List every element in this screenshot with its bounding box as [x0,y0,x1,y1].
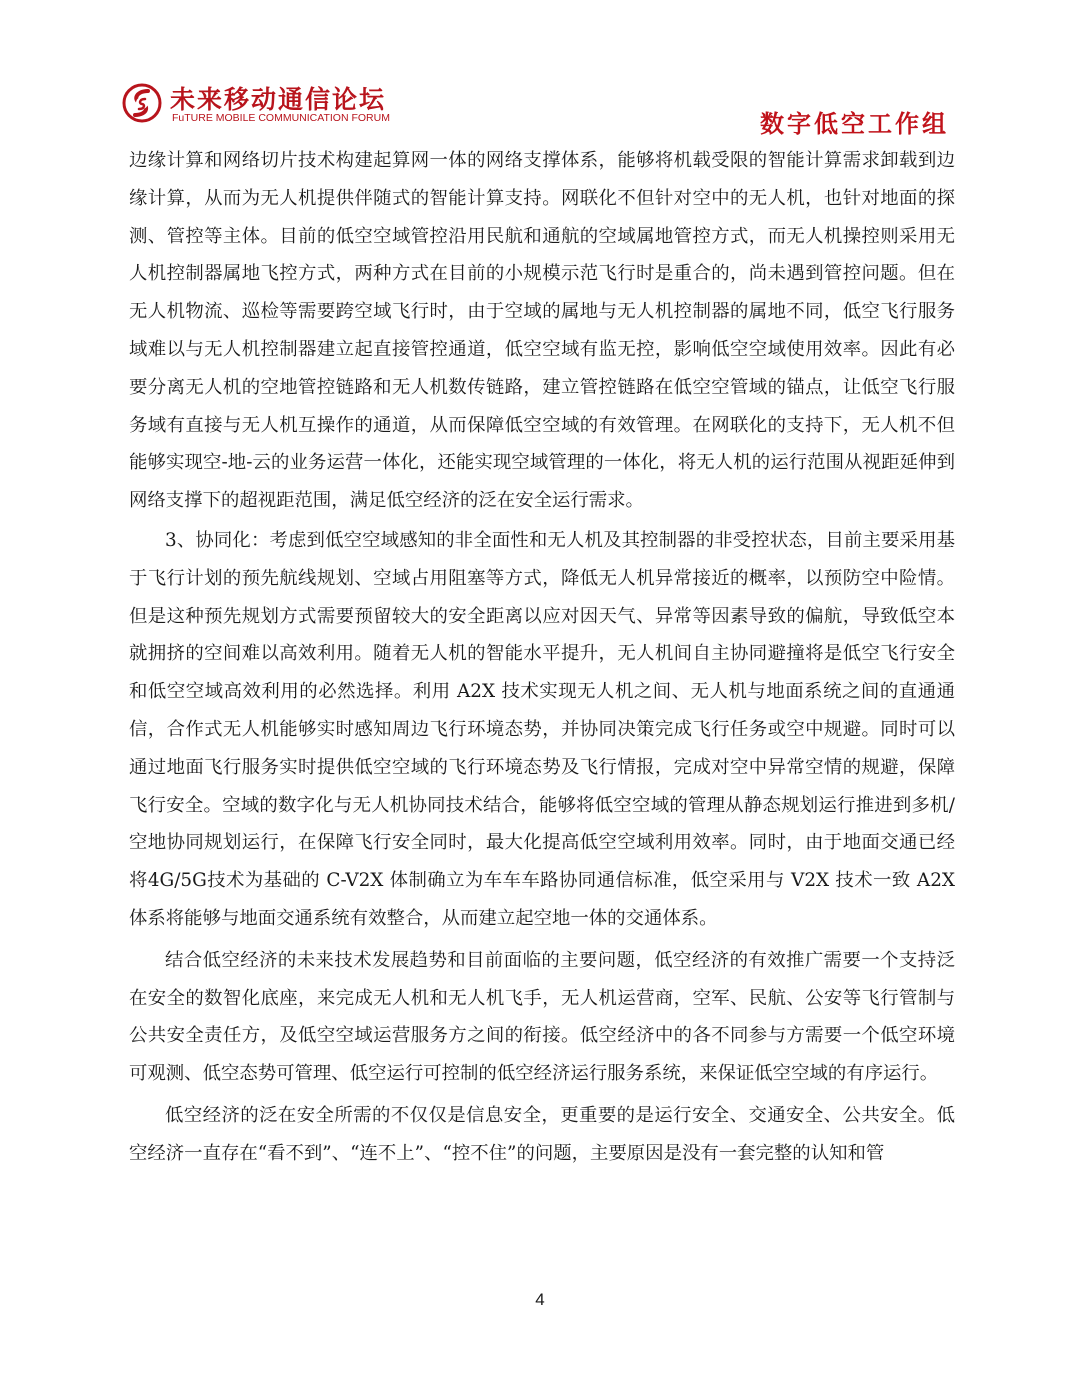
document-body [129,142,955,1175]
paragraph-digital-foundation: 结合低空经济的未来技术发展趋势和目前面临的主要问题，低空经济的有效推广需要一个支持泛在安全的数智化底座，来完成无人机和无人机飞手，无人机运营商，空军、民航、公安等飞行管制与公共安全责任方，及低空空域运营服务方之间的衔接。低空经济中的各不同参与方需要一个低空环境可观测、低空态势可管理、低空运行可控制的低空经济运行服务系统，来保证低空空域的有序运行。 [129,949,955,1085]
page-header [0,0,1080,140]
paragraph-networking: 边缘计算和网络切片技术构建起算网一体的网络支撑体系，能够将机载受限的智能计算需求卸载到边缘计算，从而为无人机提供伴随式的智能计算支持。网联化不但针对空中的无人机，也针对地面的探测、管控等主体。目前的低空空域管控沿用民航和通航的空域属地管控方式，而无人机操控则采用无人机控制器属地飞控方式，两种方式在目前的小规模示范飞行时是重合的，尚未遇到管控问题。但在无人机物流、巡检等需要跨空域飞行时，由于空域的属地与无人机控制器的属地不同，低空飞行服务域难以与无人机控制器建立起直接管控通道，低空空域有监无控，影响低空空域使用效率。因此有必要分离无人机的空地管控链路和无人机数传链路，建立管控链路在低空空管域的锚点，让低空飞行服务域有直接与无人机互操作的通道，从而保障低空空域的有效管理。在网联化的支持下，无人机不但能够实现空-地-云的业务运营一体化，还能实现空域管理的一体化，将无人机的运行范围从视距延伸到网络支撑下的超视距范围，满足低空经济的泛在安全运行需求。 [129,150,955,512]
paragraph-ubiquitous-security: 低空经济的泛在安全所需的不仅仅是信息安全，更重要的是运行安全、交通安全、公共安全。低空经济一直存在“看不到”、“连不上”、“控不住”的问题，主要原因是没有一套完整的认知和管 [129,1104,955,1164]
paragraph-collaboration: 3、协同化：考虑到低空空域感知的非全面性和无人机及其控制器的非受控状态，目前主要采用基于飞行计划的预先航线规划、空域占用阻塞等方式，降低无人机异常接近的概率，以预防空中险情。但是这种预先规划方式需要预留较大的安全距离以应对因天气、异常等因素导致的偏航，导致低空本就拥挤的空间难以高效利用。随着无人机的智能水平提升，无人机间自主协同避撞将是低空飞行安全和低空空域高效利用的必然选择。利用 A2X 技术实现无人机之间、无人机与地面系统之间的直通通信，合作式无人机能够实时感知周边飞行环境态势，并协同决策完成飞行任务或空中规避。同时可以通过地面飞行服务实时提供低空空域的飞行环境态势及飞行情报，完成对空中异常空情的规避，保障飞行安全。空域的数字化与无人机协同技术结合，能够将低空空域的管理从静态规划运行推进到多机/空地协同规划运行，在保障飞行安全同时，最大化提高低空空域利用效率。同时，由于地面交通已经将4G/5G技术为基础的 C-V2X 体制确立为车车车路协同通信标准，低空采用与 V2X 技术一致 A2X 体系将能够与地面交通系统有效整合，从而建立起空地一体的交通体系。 [129,529,955,929]
forum-name-chinese: 未来移动通信论坛 [170,85,387,114]
forum-name-english: FuTURE MOBILE COMMUNICATION FORUM [172,112,390,124]
page-number: 4 [535,1290,545,1309]
forum-logo-icon [121,82,163,124]
working-group-title: 数字低空工作组 [760,109,949,138]
